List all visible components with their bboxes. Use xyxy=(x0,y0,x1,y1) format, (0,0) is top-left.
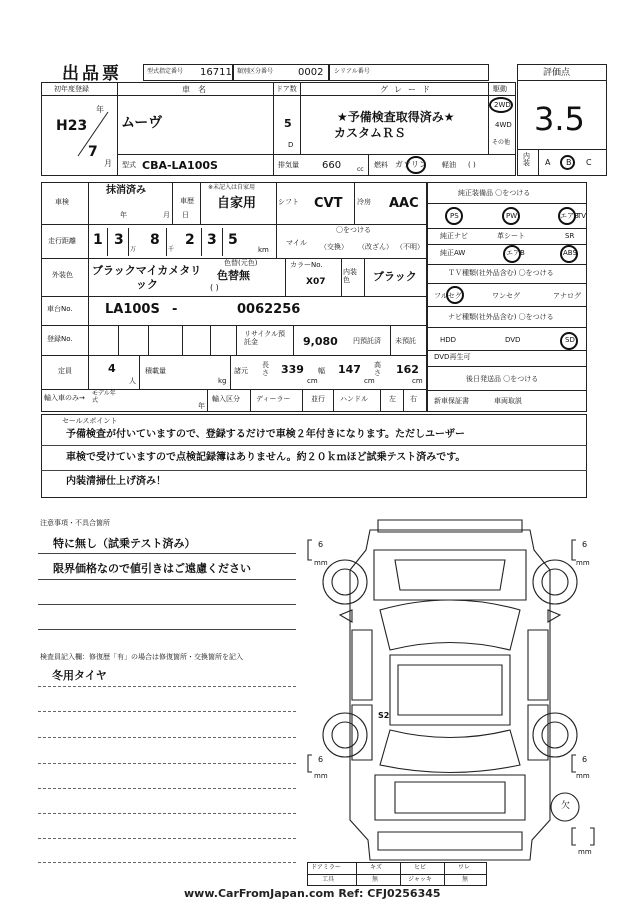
legend-crack: ヒビ xyxy=(414,864,427,871)
mileage-unknown: （不明） xyxy=(396,243,424,251)
chassis-label: 車台No. xyxy=(47,305,73,313)
tv-label: ＴＶ種類(社外品含む) 〇をつける xyxy=(448,269,554,277)
after-label: 後日発送品 〇をつける xyxy=(466,375,539,383)
color-value-line2: ック xyxy=(136,278,158,291)
option-abs: ABS xyxy=(563,249,577,257)
option-aw: 純正AW xyxy=(440,249,466,257)
car-name-label: 車名 xyxy=(182,85,214,94)
inspection-month-unit: 月 xyxy=(163,211,170,219)
after-manual: 車両取説 xyxy=(494,397,522,405)
recycle-value: 9,080 xyxy=(303,335,338,348)
height-label: 高さ xyxy=(374,361,381,377)
category-box xyxy=(233,64,329,81)
displacement-label: 排気量 xyxy=(278,161,299,169)
inspector-label: 検査員記入欄：修復歴「有」の場合は修復箇所・交換箇所を記入 xyxy=(40,653,243,661)
inspection-value: 抹消済み xyxy=(106,185,146,196)
color-no-label: カラーNo. xyxy=(290,261,323,269)
navi-dvd: DVD xyxy=(505,336,521,344)
missing-mark: 欠 xyxy=(561,801,571,811)
category-label: 類別区分番号 xyxy=(237,68,274,75)
first-reg-month: 7 xyxy=(88,144,98,160)
chassis-dash: - xyxy=(172,302,178,317)
color-label: 外装色 xyxy=(52,271,73,279)
navi-sd-circle xyxy=(560,332,578,350)
import-handle: ハンドル xyxy=(340,395,368,403)
mileage-tamper: （改ざん） xyxy=(358,243,393,251)
import-left: 左 xyxy=(389,395,396,403)
mileage-sen: 千 xyxy=(168,246,175,253)
doors-d: D xyxy=(288,141,294,149)
spare-mm: mm xyxy=(578,848,592,856)
option-ps-circle xyxy=(445,207,463,225)
tire-depth-rl: 6 xyxy=(318,755,324,764)
import-dealer: ディーラー xyxy=(256,395,291,403)
drive-2wd-circle xyxy=(489,97,513,113)
tv-analog: アナログ xyxy=(553,292,581,300)
option-airbag2: エアB xyxy=(506,249,525,257)
height-cm: cm xyxy=(412,377,423,385)
interior-color-value: ブラック xyxy=(373,270,417,283)
recycle-unit: 円預託済 xyxy=(353,337,381,345)
year-suffix: 年 xyxy=(96,105,104,114)
chassis-number: 0062256 xyxy=(237,302,301,317)
damage-mark-s2: S2 xyxy=(378,711,390,720)
mileage-label: 走行距離 xyxy=(48,237,76,245)
notes-line-1: 特に無し（試乗テスト済み） xyxy=(53,537,196,550)
navi-sd: SD xyxy=(565,336,575,344)
legend-jack: ジャッキ xyxy=(408,876,432,883)
after-warranty: 新車保証書 xyxy=(434,397,469,405)
grade-line1: ★予備検査取得済み★ xyxy=(337,110,455,124)
model-year-label: モデル年式 xyxy=(92,390,116,404)
chassis-prefix: LA100S xyxy=(105,302,160,317)
legend-break: ワレ xyxy=(458,864,471,871)
option-airbag2-circle xyxy=(503,245,521,263)
serial-box xyxy=(329,64,489,81)
color-changed-value: 色替無 xyxy=(217,269,250,282)
length-label: 長さ xyxy=(262,361,269,377)
unpaid-label: 未預託 xyxy=(395,337,416,345)
option-pw-circle xyxy=(502,207,520,225)
interior-label: 内装 xyxy=(523,152,530,167)
length-value: 339 xyxy=(281,363,304,376)
mileage-digit-5: 3 xyxy=(207,232,217,248)
legend-jack-value: 無 xyxy=(462,876,469,883)
navi-label: ナビ種類(社外品含む) 〇をつける xyxy=(448,313,554,321)
rating-value: 3.5 xyxy=(534,100,585,138)
model-year-unit: 年 xyxy=(198,402,205,410)
mileage-man: 万 xyxy=(130,246,137,253)
navi-hdd: HDD xyxy=(440,336,457,344)
rating-label: 評価点 xyxy=(543,68,571,78)
mileage-digit-1: 1 xyxy=(93,232,103,248)
fuel-circle xyxy=(406,156,426,174)
color-no-value: X07 xyxy=(306,277,326,287)
import-right: 右 xyxy=(410,395,417,403)
shift-value: CVT xyxy=(314,196,343,211)
tire-mm-fr: mm xyxy=(576,559,590,567)
shift-label: シフト xyxy=(278,198,299,206)
model-cert-label: 型式指定番号 xyxy=(147,68,184,75)
capacity-label: 定員 xyxy=(58,367,72,375)
tire-mm-rr: mm xyxy=(576,772,590,780)
ac-value: AAC xyxy=(389,196,419,211)
width-value: 147 xyxy=(338,363,361,376)
mileage-digit-2: 3 xyxy=(114,232,124,248)
option-abs-circle xyxy=(560,245,578,263)
capacity-unit: 人 xyxy=(129,377,136,385)
vehicle-damage-diagram xyxy=(300,510,620,880)
fuel-label: 燃料 xyxy=(374,161,388,169)
displacement-value: 660 xyxy=(322,160,342,171)
tv-fullseg: フルセグ xyxy=(434,292,462,300)
sales-label: セールスポイント xyxy=(62,417,118,425)
sales-line-1: 予備検査が付いていますので、登録するだけで車検２年付きになります。ただしユーザー xyxy=(66,429,465,440)
type-value: CBA-LA100S xyxy=(142,159,218,172)
history-label: 車歴 xyxy=(180,197,194,205)
doors-label: ドア数 xyxy=(276,85,297,93)
options-label: 純正装備品 〇をつける xyxy=(458,189,531,197)
grade-label: グレード xyxy=(380,85,436,94)
mileage-swap: （交換） xyxy=(320,243,348,251)
history-value: 自家用 xyxy=(217,196,257,211)
car-name-value: ムーヴ xyxy=(121,115,163,131)
drive-other: その他 xyxy=(492,139,511,146)
capacity-value: 4 xyxy=(108,362,116,375)
import-label: 輸入車のみ→ xyxy=(44,394,85,402)
interior-grade-circle xyxy=(560,155,575,170)
sales-line-3: 内装清掃仕上げ済み！ xyxy=(66,476,166,487)
notes-label: 注意事項・不具合箇所 xyxy=(40,519,110,527)
option-airbag-circle xyxy=(558,207,576,225)
legend-mirror: ドアミラー xyxy=(311,864,341,871)
displacement-cc: cc xyxy=(357,166,364,173)
notes-line-2: 限界価格なので値引きはご遠慮ください xyxy=(53,562,251,575)
history-note: ※未記入は自家用 xyxy=(208,184,256,191)
option-leather: 革シート xyxy=(497,232,525,240)
load-label: 積載量 xyxy=(145,367,166,375)
inspection-year-unit: 年 xyxy=(120,211,127,219)
month-suffix: 月 xyxy=(104,159,112,168)
option-navi: 純正ナビ xyxy=(440,232,468,240)
grade-line2: カスタムＲＳ xyxy=(334,126,407,140)
footer-watermark: www.CarFromJapan.com Ref: CFJ0256345 xyxy=(184,887,441,900)
width-cm: cm xyxy=(364,377,375,385)
tire-mm-fl: mm xyxy=(314,559,328,567)
dims-label: 諸元 xyxy=(234,367,248,375)
legend-tools: 工具 xyxy=(322,876,335,883)
recycle-label: リサイクル預託金 xyxy=(244,330,286,347)
interior-color-label: 内装色 xyxy=(343,268,357,285)
length-cm: cm xyxy=(307,377,318,385)
color-value-line1: ブラックマイカメタリ xyxy=(92,264,202,277)
category-no: 0002 xyxy=(298,67,324,78)
option-ps: PS xyxy=(450,212,459,220)
doors-value: 5 xyxy=(284,117,292,130)
tv-fullseg-circle xyxy=(446,286,464,304)
page-title: 出品票 xyxy=(62,64,122,84)
width-label: 幅 xyxy=(318,367,325,375)
inspection-day-unit: 日 xyxy=(182,211,189,219)
ac-label: 冷房 xyxy=(357,198,371,206)
legend-table xyxy=(307,862,487,886)
drive-4wd: 4WD xyxy=(495,121,512,129)
color-changed-label: 色替(元色) xyxy=(224,259,258,267)
interior-grade-b: B xyxy=(566,158,572,167)
model-cert-box xyxy=(143,64,233,81)
drive-2wd: 2WD xyxy=(494,101,511,109)
fuel-value: ガソリン xyxy=(395,160,427,169)
legend-tools-value: 無 xyxy=(372,876,379,883)
mileage-digit-3: 8 xyxy=(150,232,160,248)
light-oil-paren: ( ) xyxy=(468,161,476,169)
dvd-label: DVD再生可 xyxy=(434,353,471,361)
model-cert-no: 16711 xyxy=(200,67,232,78)
option-tv: TV xyxy=(577,212,587,220)
sales-line-2: 車検で受けていますので点検記録簿はありません。約２０ｋｍほど試乗テスト済みです。 xyxy=(66,452,466,463)
import-type-label: 輸入区分 xyxy=(212,395,240,403)
mileage-circle-label: 〇をつける xyxy=(336,226,371,234)
drive-label: 駆動 xyxy=(493,85,507,93)
import-parallel: 並行 xyxy=(311,395,325,403)
mile-label: マイル xyxy=(286,239,307,247)
serial-label: シリアル番号 xyxy=(334,68,370,75)
interior-grade-c: C xyxy=(586,158,592,167)
registration-label: 登録No. xyxy=(47,335,73,343)
mileage-digit-4: 2 xyxy=(185,232,195,248)
interior-grade-a: A xyxy=(545,158,551,167)
tire-depth-fr: 6 xyxy=(582,540,588,549)
inspection-label: 車検 xyxy=(55,198,69,206)
tire-depth-rr: 6 xyxy=(582,755,588,764)
type-label: 型式 xyxy=(122,161,136,169)
mileage-km: km xyxy=(258,246,269,254)
tire-depth-fl: 6 xyxy=(318,540,324,549)
legend-scratch: キズ xyxy=(370,864,382,871)
tv-oneseg: ワンセグ xyxy=(492,292,520,300)
color-changed-paren: ( ) xyxy=(210,283,219,292)
option-airbag: エアB xyxy=(560,212,579,220)
option-sr: SR xyxy=(565,232,575,240)
first-reg-year: H23 xyxy=(56,118,88,134)
tire-mm-rl: mm xyxy=(314,772,328,780)
inspector-line: 冬用タイヤ xyxy=(52,669,107,682)
first-reg-label: 初年度登録 xyxy=(54,85,89,93)
option-pw: PW xyxy=(506,212,518,220)
height-value: 162 xyxy=(396,363,419,376)
mileage-digit-6: 5 xyxy=(228,232,238,248)
load-kg: kg xyxy=(218,377,227,385)
light-oil-label: 軽油 xyxy=(442,161,456,169)
